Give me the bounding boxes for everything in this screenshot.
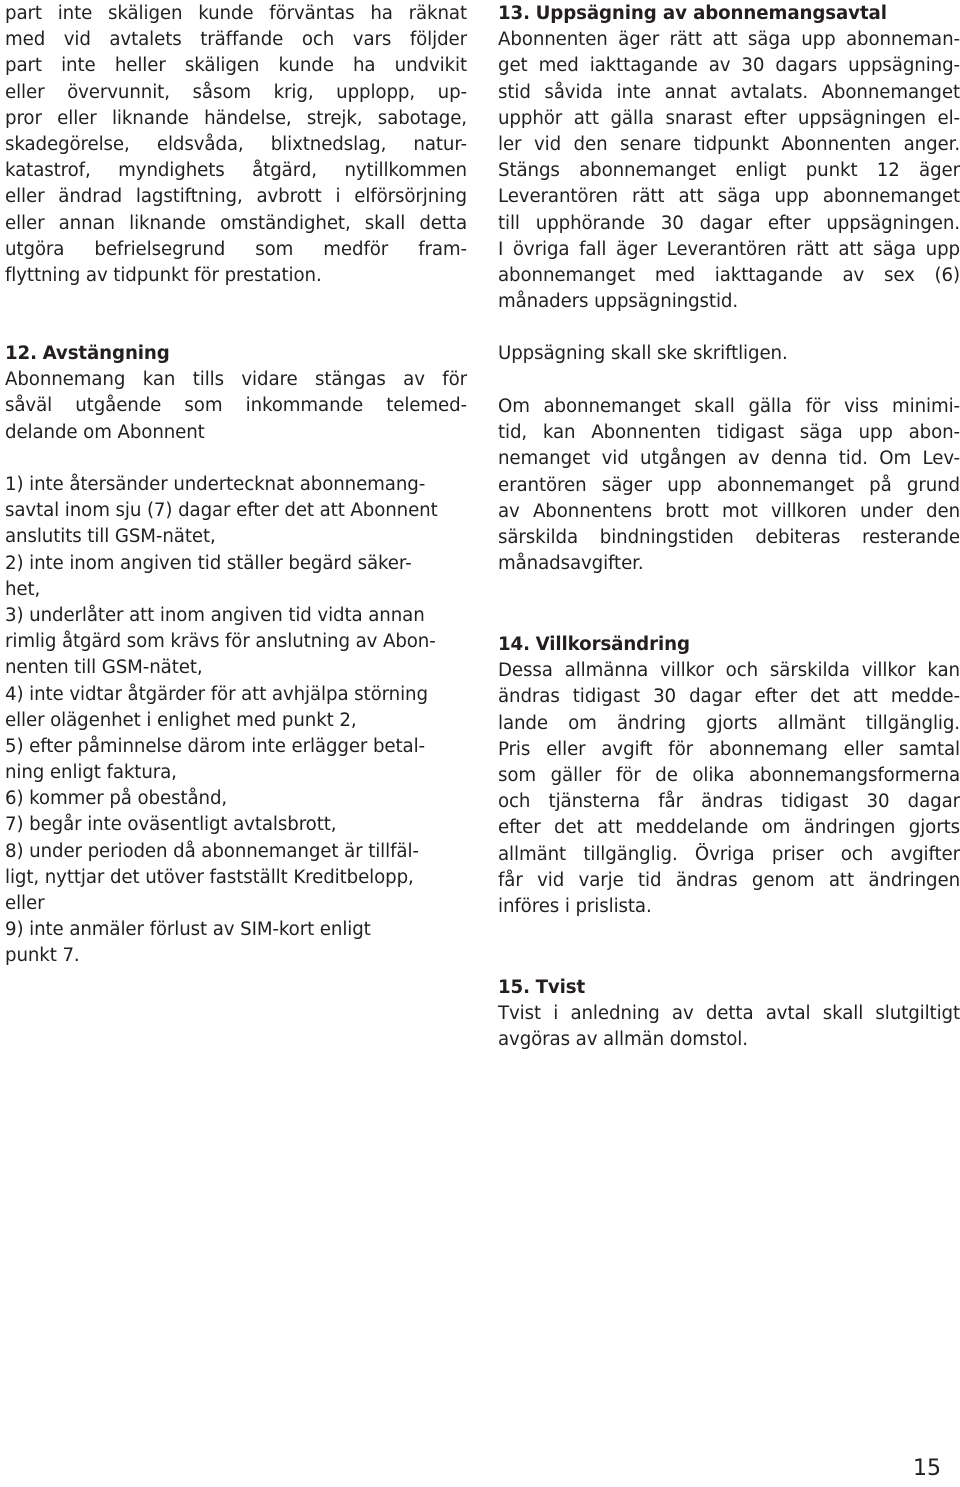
text-line: Dessa allmänna villkor och särskilda villkor kan: [498, 660, 960, 682]
section-14-body: [498, 658, 960, 920]
text-line: Stängs abonnemanget enligt punkt 12 äger: [498, 160, 960, 182]
text-line: till upphörande 30 dagar efter uppsägningen.: [498, 212, 960, 234]
text-line: flyttning av tidpunkt för prestation.: [5, 264, 322, 286]
section-13-para3: [498, 394, 960, 577]
section-13-heading: [498, 1, 960, 27]
text-line: punkt 7.: [5, 945, 80, 967]
text-line: 2) inte inom angiven tid ställer begärd säker-: [5, 552, 412, 574]
text-line: ligt, nyttjar det utöver fastställt Kreditbelopp,: [5, 866, 414, 888]
section-15: [498, 975, 960, 1054]
text-line: 3) underlåter att inom angiven tid vidta annan: [5, 604, 425, 626]
text-line: 7) begår inte oväsentligt avtalsbrott,: [5, 814, 337, 836]
text-line: pror eller liknande händelse, strejk, sabotage,: [5, 107, 467, 129]
text-line: stid såvida inte annat avtalats. Abonnemanget: [498, 81, 960, 103]
section-12-body: [5, 367, 467, 446]
text-line: 5) efter påminnelse därom inte erlägger betal-: [5, 735, 426, 757]
text-line: och tjänsterna får ändras tidigast 30 dagar: [498, 791, 960, 813]
section-12-heading: [5, 341, 467, 367]
text-line: allmänt tillgänglig. Övriga priser och avgifter: [498, 843, 960, 865]
page-number: 15: [913, 1456, 941, 1481]
section-15-heading: [498, 975, 960, 1001]
text-line: avgöras av allmän domstol.: [498, 1029, 748, 1051]
text-line: införes i prislista.: [498, 895, 652, 917]
text-line: eller ändrad lagstiftning, avbrott i elförsörjning: [5, 186, 467, 208]
text-line: månaders uppsägningstid.: [498, 291, 739, 313]
text-line: eller annan liknande omständighet, skall detta: [5, 212, 467, 234]
text-line: Tvist i anledning av detta avtal skall slutgiltigt: [498, 1003, 960, 1025]
text-line: rimlig åtgärd som krävs för anslutning av Abon-: [5, 631, 436, 653]
text-line: eller olägenhet i enlighet med punkt 2,: [5, 709, 357, 731]
text-line: tid, kan Abonnenten tidigast säga upp abon-: [498, 422, 960, 444]
text-line: ändras tidigast 30 dagar efter det att medde-: [498, 686, 960, 708]
text-line: lande om ändring gjorts allmänt tillgänglig.: [498, 712, 960, 734]
text-line: Pris eller avgift för abonnemang eller samtal: [498, 738, 960, 760]
section-13-body: [498, 27, 960, 315]
section-number: 13.: [498, 3, 530, 24]
text-line: eller: [5, 893, 45, 914]
section-title: Uppsägning av abonnemangsavtal: [535, 3, 887, 24]
text-line: nemanget vid utgången av denna tid. Om Lev-: [498, 448, 960, 470]
text-line: skadegörelse, eldsvåda, blixtnedslag, natur-: [5, 133, 467, 155]
section-number: 14.: [498, 634, 530, 655]
text-line: månadsavgifter.: [498, 553, 644, 575]
text-line: ning enligt faktura,: [5, 762, 177, 784]
text-line: utgöra befrielsegrund som medför fram-: [5, 238, 467, 260]
text-line: upphör att gälla snarast efter uppsägningen el-: [498, 107, 960, 129]
section-14: [498, 632, 960, 920]
text-line: som gäller för de olika abonnemangsformerna: [498, 764, 960, 786]
text-line: 6) kommer på obestånd,: [5, 788, 228, 810]
text-line: katastrof, myndighets åtgärd, nytillkommen: [5, 160, 467, 182]
section-title: Villkorsändring: [535, 634, 690, 655]
text-line: part inte heller skäligen kunde ha undvikit: [5, 55, 467, 77]
text-line: get med iakttagande av 30 dagars uppsägning-: [498, 55, 960, 77]
text-line: Leverantören rätt att säga upp abonnemanget: [498, 186, 960, 208]
section-number: 15.: [498, 977, 530, 998]
section-15-body: [498, 1001, 960, 1053]
section-12: [5, 341, 467, 446]
text-line: erantören säger upp abonnemanget på grund: [498, 474, 960, 496]
section-12-list: [5, 472, 467, 970]
section-13-para2: Uppsägning skall ske skriftligen.: [498, 343, 788, 364]
text-line: 1) inte återsänder undertecknat abonnemang-: [5, 474, 426, 495]
section-13: [498, 1, 960, 315]
text-line: Abonnenten äger rätt att säga upp abonneman-: [498, 29, 960, 51]
text-line: eller övervunnit, såsom krig, upplopp, up-: [5, 81, 467, 103]
text-line: delande om Abonnent: [5, 421, 205, 443]
text-line: het,: [5, 578, 41, 600]
text-line: får vid varje tid ändras genom att ändringen: [498, 869, 960, 891]
text-line: I övriga fall äger Leverantören rätt att säga upp: [498, 238, 960, 260]
text-line: nenten till GSM-nätet,: [5, 657, 203, 679]
text-line: Abonnemang kan tills vidare stängas av för: [5, 369, 467, 391]
text-line: 8) under perioden då abonnemanget är tillfäl-: [5, 840, 419, 862]
text-line: med vid avtalets träffande och vars följder: [5, 29, 467, 51]
section-number: 12.: [5, 343, 37, 364]
text-line: anslutits till GSM-nätet,: [5, 526, 216, 548]
section-title: Tvist: [535, 977, 586, 998]
section-title: Avstängning: [42, 343, 170, 364]
text-line: Om abonnemanget skall gälla för viss minimi-: [498, 396, 960, 417]
section-14-heading: [498, 632, 960, 658]
text-line: 4) inte vidtar åtgärder för att avhjälpa störning: [5, 683, 428, 705]
text-line: särskilda bindningstiden debiteras resterande: [498, 526, 960, 548]
text-line: efter det att meddelande om ändringen gjorts: [498, 817, 960, 839]
text-line: ler vid den senare tidpunkt Abonnenten anger.: [498, 133, 960, 155]
text-line: savtal inom sju (7) dagar efter det att Abonnent: [5, 500, 438, 522]
text-line: part inte skäligen kunde förväntas ha räknat: [5, 3, 467, 24]
text-line: 9) inte anmäler förlust av SIM-kort enligt: [5, 919, 371, 941]
text-line: abonnemanget med iakttagande av sex (6): [498, 264, 960, 286]
text-line: såväl utgående som inkommande telemed-: [5, 395, 467, 417]
text-line: av Abonnentens brott mot villkoren under den: [498, 500, 960, 522]
intro-paragraph: [5, 1, 467, 289]
